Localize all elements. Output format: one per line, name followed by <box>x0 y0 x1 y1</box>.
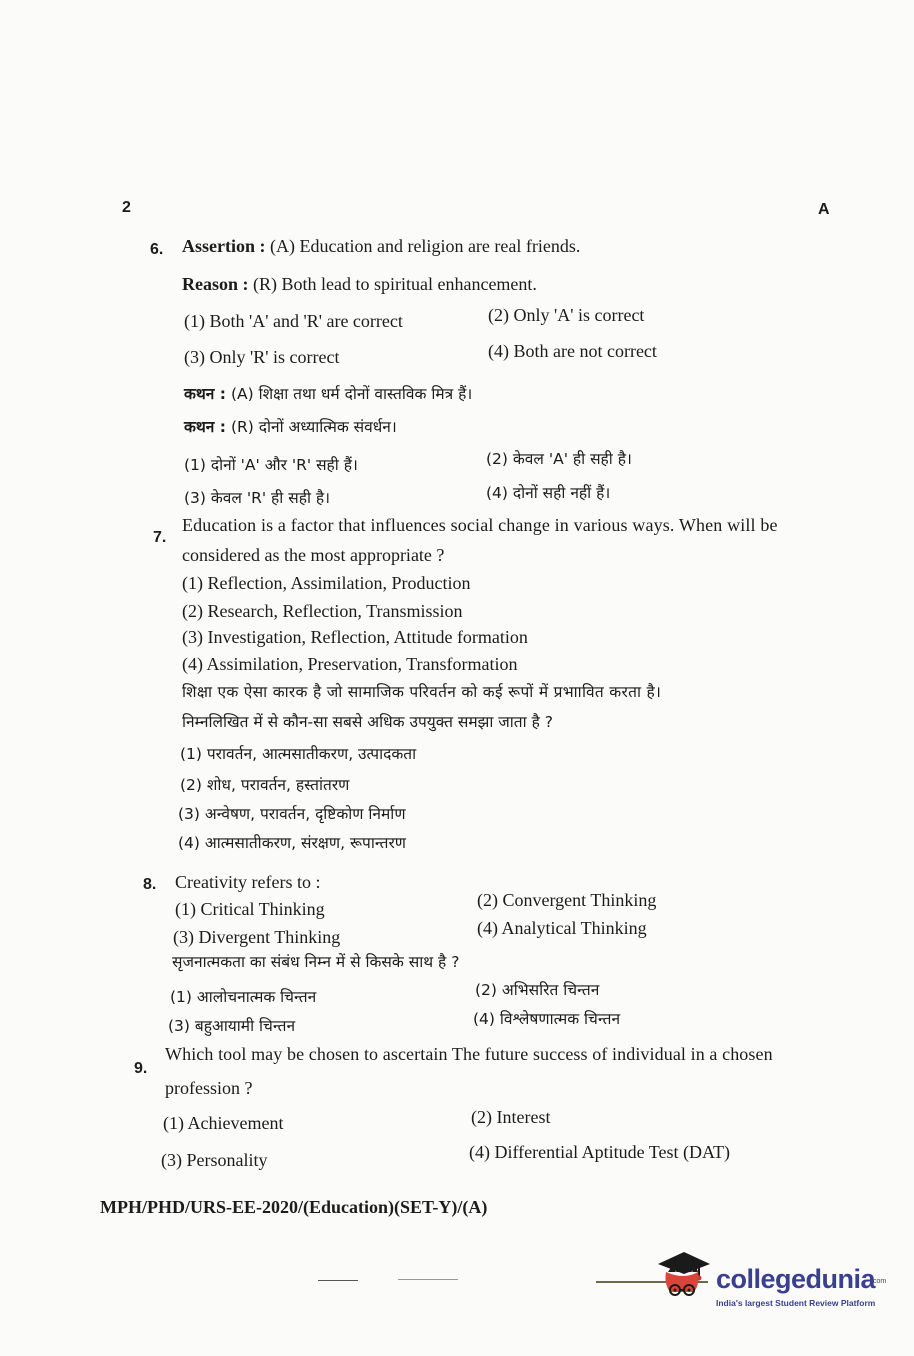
option: (3) Only 'R' is correct <box>184 347 340 367</box>
option: (3) Divergent Thinking <box>173 927 341 947</box>
question-text-line-2: considered as the most appropriate ? <box>182 545 445 565</box>
hindi-option: (3) केवल 'R' ही सही है। <box>184 489 330 507</box>
hindi-option: (1) दोनों 'A' और 'R' सही हैं। <box>184 456 358 474</box>
hindi-assertion-line <box>184 382 472 404</box>
option: (3) Investigation, Reflection, Attitude formation <box>182 627 528 647</box>
option: (1) Both 'A' and 'R' are correct <box>184 311 403 331</box>
option: (2) Interest <box>471 1107 551 1127</box>
option: (4) Analytical Thinking <box>477 918 647 938</box>
assertion-label: Assertion : <box>182 236 266 256</box>
assertion-text: (A) Education and religion are real friends. <box>270 236 581 256</box>
option: (2) Convergent Thinking <box>477 890 657 910</box>
hindi-reason-text: (R) दोनों अध्यात्मिक संवर्धन। <box>230 418 397 436</box>
assertion-line <box>182 236 580 257</box>
option: (1) Critical Thinking <box>175 899 325 919</box>
divider <box>398 1279 458 1280</box>
option: (3) Personality <box>161 1150 268 1170</box>
hindi-option: (3) बहुआयामी चिन्तन <box>168 1017 296 1035</box>
set-code: A <box>818 201 830 218</box>
hindi-assertion-label: कथन : <box>184 385 227 403</box>
page-number: 2 <box>122 199 131 216</box>
option: (2) Only 'A' is correct <box>488 305 645 325</box>
paper-code: MPH/PHD/URS-EE-2020/(Education)(SET-Y)/(A) <box>100 1197 488 1217</box>
hindi-option: (2) अभिसरित चिन्तन <box>475 981 600 999</box>
option: (1) Achievement <box>163 1113 284 1133</box>
hindi-option: (2) केवल 'A' ही सही है। <box>486 450 632 468</box>
reason-line <box>182 274 537 295</box>
mascot-icon <box>654 1250 714 1310</box>
question-number: 9. <box>134 1060 148 1077</box>
question-number: 6. <box>150 241 164 258</box>
hindi-option: (3) अन्वेषण, परावर्तन, दृष्टिकोण निर्माण <box>178 805 406 823</box>
hindi-reason-label: कथन : <box>184 418 227 436</box>
hindi-reason-line <box>184 415 397 437</box>
brand-name: collegedunia <box>716 1264 876 1294</box>
question-number: 7. <box>153 529 167 546</box>
hindi-option: (4) आत्मसातीकरण, संरक्षण, रूपान्तरण <box>178 834 407 852</box>
question-text-line-1: Which tool may be chosen to ascertain The future success of individual in a chosen <box>165 1044 773 1064</box>
question-text: Creativity refers to : <box>175 872 321 892</box>
option: (2) Research, Reflection, Transmission <box>182 601 463 621</box>
hindi-question-line-2: निम्नलिखित में से कौन-सा सबसे अधिक उपयुक्त समझा जाता है ? <box>182 713 553 731</box>
hindi-option: (1) परावर्तन, आत्मसातीकरण, उत्पादकता <box>180 745 417 763</box>
reason-text: (R) Both lead to spiritual enhancement. <box>253 274 537 294</box>
brand-tagline: India's largest Student Review Platform <box>716 1298 876 1308</box>
reason-label: Reason : <box>182 274 249 294</box>
divider <box>318 1280 358 1281</box>
hindi-option: (4) विश्लेषणात्मक चिन्तन <box>473 1010 621 1028</box>
hindi-assertion-text: (A) शिक्षा तथा धर्म दोनों वास्तविक मित्र हैं। <box>230 385 473 403</box>
hindi-option: (2) शोध, परावर्तन, हस्तांतरण <box>180 776 350 794</box>
brand-suffix: .com <box>871 1278 887 1285</box>
question-number: 8. <box>143 876 157 893</box>
option: (1) Reflection, Assimilation, Production <box>182 573 471 593</box>
option: (4) Differential Aptitude Test (DAT) <box>469 1142 731 1162</box>
option: (4) Both are not correct <box>488 341 657 361</box>
hindi-option: (4) दोनों सही नहीं हैं। <box>486 484 611 502</box>
hindi-question-text: सृजनात्मकता का संबंध निम्न में से किसके साथ है ? <box>172 953 460 971</box>
question-text-line-1: Education is a factor that influences social change in various ways. When will be <box>182 515 778 535</box>
hindi-option: (1) आलोचनात्मक चिन्तन <box>170 988 317 1006</box>
hindi-question-line-1: शिक्षा एक ऐसा कारक है जो सामाजिक परिवर्तन को कई रूपों में प्रभाावित करता है। <box>182 683 662 701</box>
option: (4) Assimilation, Preservation, Transformation <box>182 654 518 674</box>
question-text-line-2: profession ? <box>165 1078 253 1098</box>
